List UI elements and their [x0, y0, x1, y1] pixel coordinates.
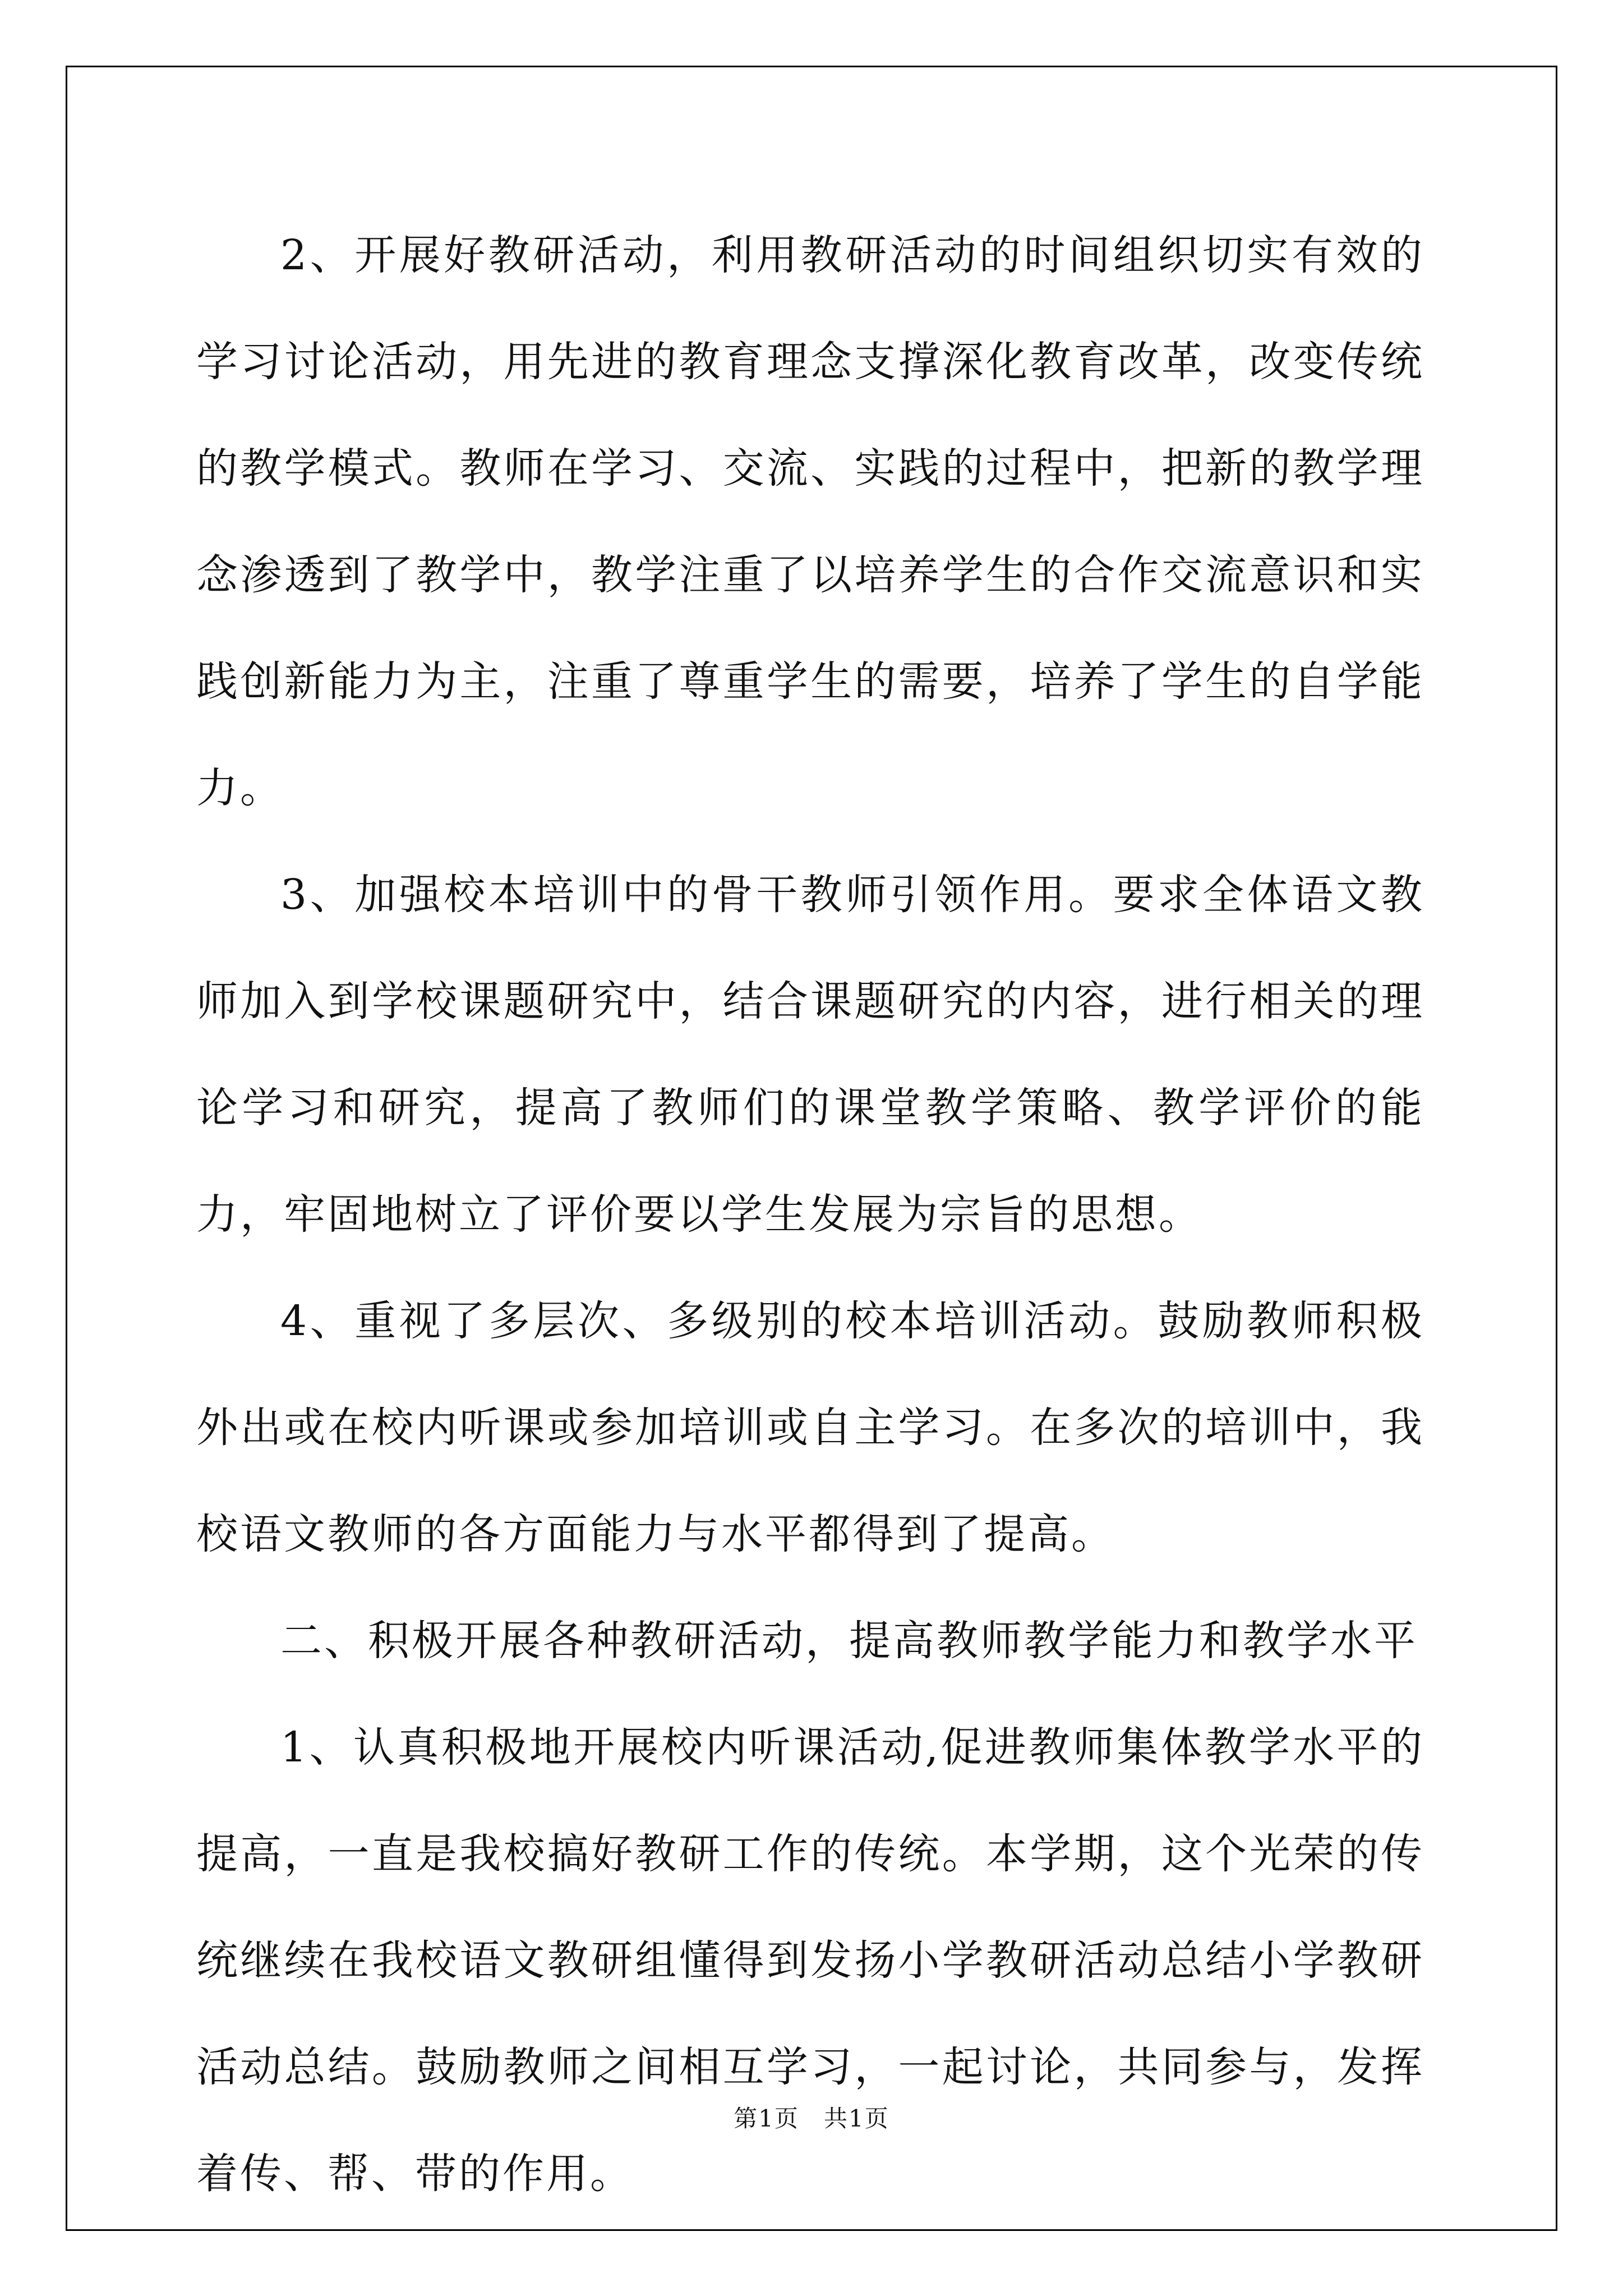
- document-body: [196, 202, 1424, 2227]
- paragraph-item-1: 1、认真积极地开展校内听课活动,促进教师集体教学水平的提高，一直是我校搞好教研工作的传统。本学期，这个光荣的传统继续在我校语文教研组懂得到发扬小学教研活动总结小学教研活动总结。鼓励教师之间相互学习，一起讨论，共同参与，发挥着传、帮、带的作用。: [196, 1723, 1424, 2198]
- page-number-footer: 第1页 共1页: [734, 2105, 889, 2132]
- paragraph-item-4: 4、重视了多层次、多级别的校本培训活动。鼓励教师积极外出或在校内听课或参加培训或自主学习。在多次的培训中，我校语文教师的各方面能力与水平都得到了提高。: [196, 1297, 1424, 1558]
- paragraph-item-2: 2、开展好教研活动，利用教研活动的时间组织切实有效的学习讨论活动，用先进的教育理念支撑深化教育改革，改变传统的教学模式。教师在学习、交流、实践的过程中，把新的教学理念渗透到了教学中，教学注重了以培养学生的合作交流意识和实践创新能力为主，注重了尊重学生的需要，培养了学生的自学能力。: [196, 231, 1424, 812]
- paragraph-item-3: 3、加强校本培训中的骨干教师引领作用。要求全体语文教师加入到学校课题研究中，结合课题研究的内容，进行相关的理论学习和研究，提高了教师们的课堂教学策略、教学评价的能力，牢固地树立了评价要以学生发展为宗旨的思想。: [196, 871, 1424, 1239]
- section-heading-2: 二、积极开展各种教研活动，提高教师教学能力和教学水平: [280, 1617, 1418, 1665]
